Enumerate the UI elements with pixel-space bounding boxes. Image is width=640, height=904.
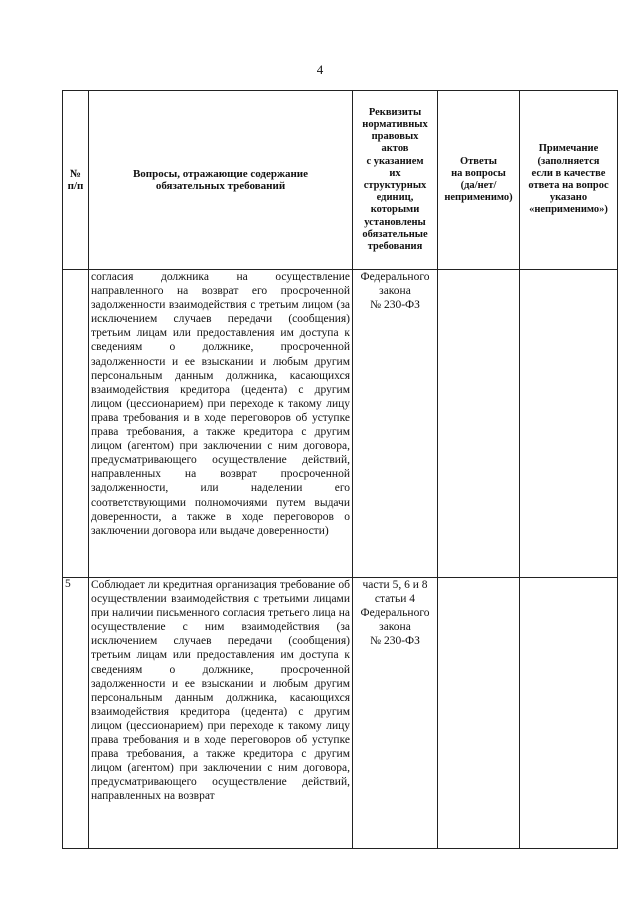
table-row	[63, 270, 618, 578]
table-row	[63, 578, 618, 849]
header-number	[63, 91, 89, 270]
header-number-text: № п/п	[67, 167, 84, 192]
header-question-text: Вопросы, отражающие содержание обязательных требований	[132, 167, 309, 192]
header-note-text: Примечание (заполняется если в качестве ответа на вопрос указано «неприменимо»)	[528, 143, 609, 216]
header-requisites-text: Реквизиты нормативных правовых актов с указанием их структурных единиц, которыми установлены обязательные требования	[362, 106, 428, 253]
row-answer	[438, 578, 520, 849]
row-requisites	[353, 578, 438, 849]
header-note	[520, 91, 618, 270]
row-question: Соблюдает ли кредитная организация требование об осуществлении взаимодействия с третьими лицами при наличии письменного согласия третьего лица на осуществление с ним взаимодействия (за исключением случаев передачи (сообщения) третьим лицам или предоставления им доступа к сведениям о должнике, просроченной задолженности и ее взыскании и любым другим персональным данным должника, касающихся взаимодействия кредитора (цедента) с другим лицом (цессионарием) при переходе к такому лицу права требования и в ходе переговоров об уступке права требования, а также кредитора с другим лицом (агентом) при заключении с ним договора, предусматривающего осуществление действий, направленных на возврат	[89, 578, 353, 849]
row-answer	[438, 270, 520, 578]
table-header-row	[63, 91, 618, 270]
row-requisites-text: Федерального закона № 230-ФЗ	[360, 271, 430, 312]
header-answers	[438, 91, 520, 270]
requirements-table	[62, 90, 618, 849]
header-question	[89, 91, 353, 270]
row-number	[63, 270, 89, 578]
row-note	[520, 578, 618, 849]
row-number: 5	[63, 578, 89, 849]
row-requisites	[353, 270, 438, 578]
row-requisites-text: части 5, 6 и 8 статьи 4 Федерального закона № 230-ФЗ	[360, 579, 430, 648]
header-answers-text: Ответы на вопросы (да/нет/ неприменимо)	[444, 155, 513, 204]
row-note	[520, 270, 618, 578]
page-number: 4	[316, 62, 324, 77]
header-requisites	[353, 91, 438, 270]
row-question: согласия должника на осуществление направленного на возврат его просроченной задолженности взаимодействия с третьим лицом (за исключением случаев передачи (сообщения) третьим лицам или предоставления им доступа к сведениям о должнике, просроченной задолженности и ее взыскании и любым другим персональным данным должника, касающихся взаимодействия кредитора (цедента) с другим лицом (цессионарием) при переходе к такому лицу права требования и в ходе переговоров об уступке права требования, а также кредитора с другим лицом (агентом) при заключении с ним договора, предусматривающего осуществление действий, направленных на возврат просроченной задолженности, или наделении его соответствующими полномочиями путем выдачи доверенности, а также в ходе переговоров о заключении договора или выдаче доверенности)	[89, 270, 353, 578]
